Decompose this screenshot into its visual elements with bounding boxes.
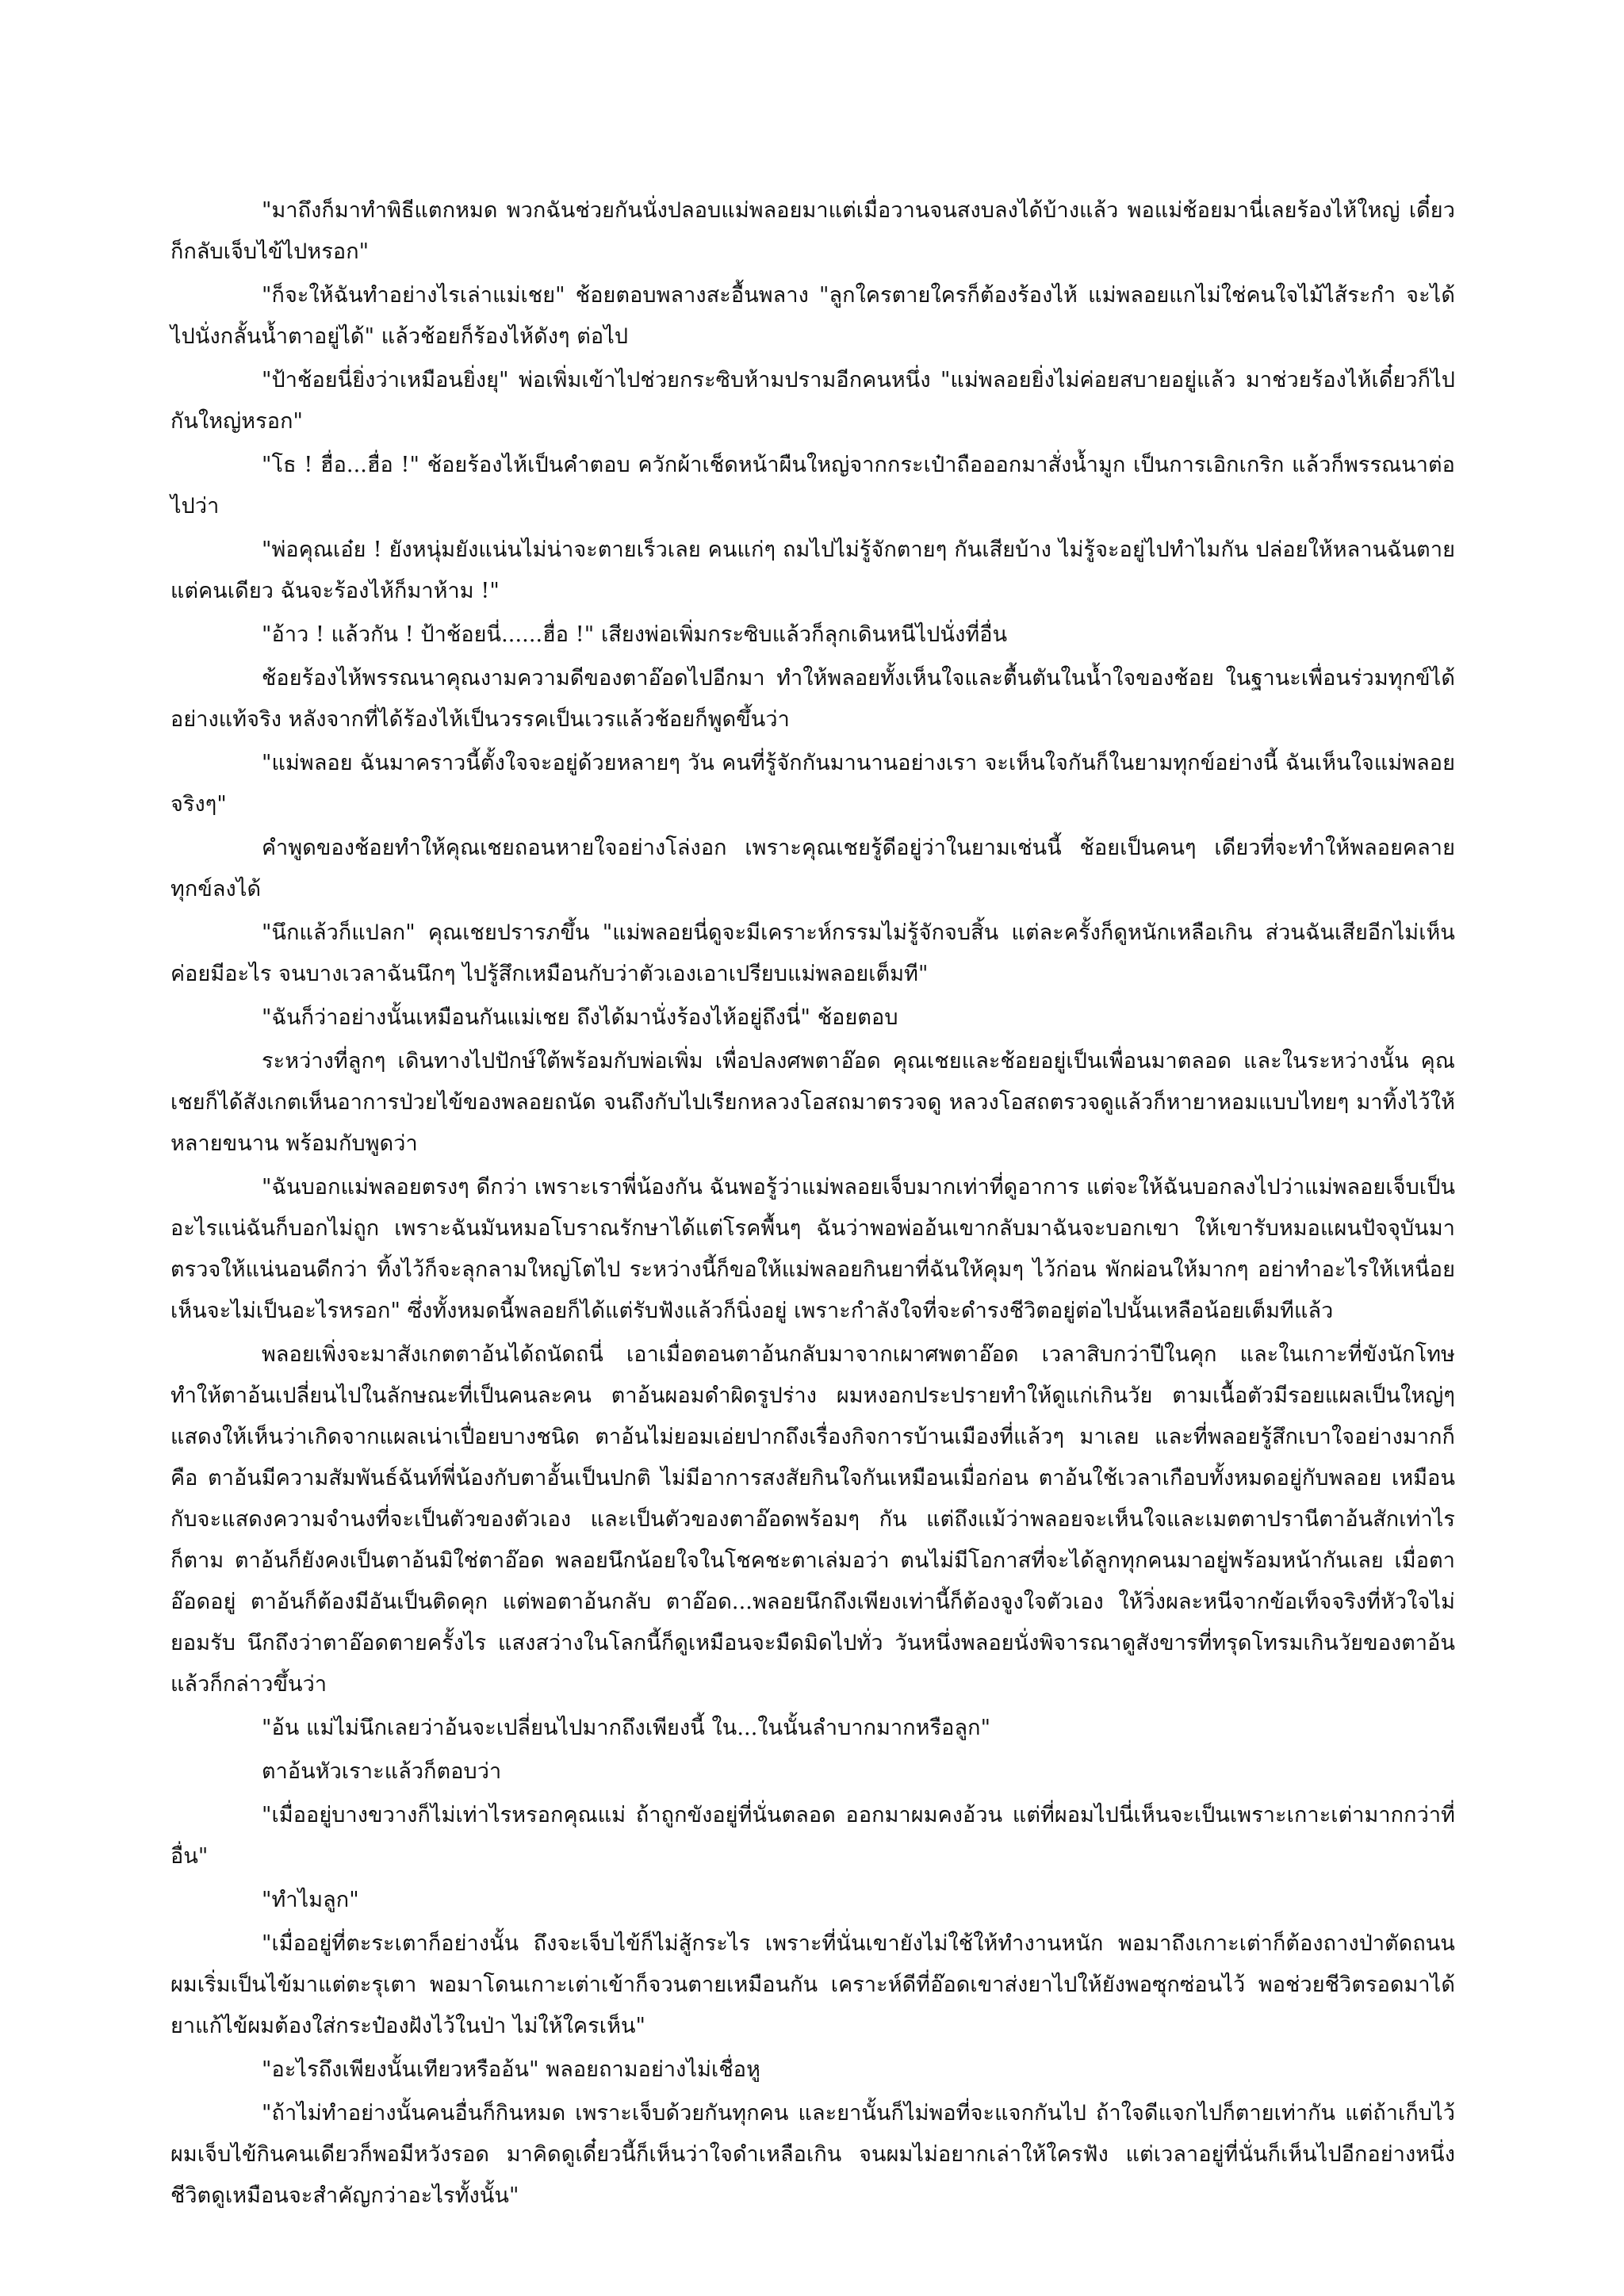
- paragraph-8: "แม่พลอย ฉันมาคราวนี้ตั้งใจจะอยู่ด้วยหลายๆ วัน คนที่รู้จักกันมานานอย่างเรา จะเห็นใจกันก็ในยามทุกข์อย่างนี้ ฉันเห็นใจแม่พลอยจริงๆ": [170, 751, 1455, 817]
- paragraph-17: "เมื่ออยู่บางขวางก็ไม่เท่าไรหรอกคุณแม่ ถ้าถูกขังอยู่ที่นั่นตลอด ออกมาผมคงอ้วน แต่ที่ผอมไปนี่เห็นจะเป็นเพราะเกาะเต่ามากกว่าที่อื่น": [170, 1803, 1455, 1869]
- paragraph-3: "ป้าช้อยนี่ยิ่งว่าเหมือนยิ่งยุ" พ่อเพิ่มเข้าไปช่วยกระซิบห้ามปรามอีกคนหนึ่ง "แม่พลอยยิ่งไม่ค่อยสบายอยู่แล้ว มาช่วยร้องไห้เดี๋ยวก็ไปกันใหญ่หรอก": [170, 368, 1455, 434]
- paragraph-15: "อ้น แม่ไม่นึกเลยว่าอ้นจะเปลี่ยนไปมากถึงเพียงนี้ ใน...ในนั้นลำบากมากหรือลูก": [262, 1716, 991, 1740]
- paragraph-12: ระหว่างที่ลูกๆ เดินทางไปปักษ์ใต้พร้อมกับพ่อเพิ่ม เพื่อปลงศพตาอ๊อด คุณเชยและช้อยอยู่เป็นเพื่อนมาตลอด และในระหว่างนั้น คุณเชยก็ได้สังเกตเห็นอาการป่วยไข้ของพลอยถนัด จนถึงกับไปเรียกหลวงโอสถมาตรวจดู หลวงโอสถตรวจดูแล้วก็หายาหอมแบบไทยๆ มาทิ้งไว้ให้หลายขนาน พร้อมกับพูดว่า: [170, 1049, 1455, 1156]
- paragraph-14: พลอยเพิ่งจะมาสังเกตตาอ้นได้ถนัดถนี่ เอาเมื่อตอนตาอ้นกลับมาจากเผาศพตาอ๊อด เวลาสิบกว่าปีในคุก และในเกาะที่ขังนักโทษ ทำให้ตาอ้นเปลี่ยนไปในลักษณะที่เป็นคนละคน ตาอ้นผอมดำผิดรูปร่าง ผมหงอกประปรายทำให้ดูแก่เกินวัย ตามเนื้อตัวมีรอยแผลเป็นใหญ่ๆ แสดงให้เห็นว่าเกิดจากแผลเน่าเปื่อยบางชนิด ตาอ้นไม่ยอมเอ่ยปากถึงเรื่องกิจการบ้านเมืองที่แล้วๆ มาเลย และที่พลอยรู้สึกเบาใจอย่างมากก็คือ ตาอ้นมีความสัมพันธ์ฉันท์พี่น้องกับตาอั้นเป็นปกติ ไม่มีอาการสงสัยกินใจกันเหมือนเมื่อก่อน ตาอ้นใช้เวลาเกือบทั้งหมดอยู่กับพลอย เหมือนกับจะแสดงความจำนงที่จะเป็นตัวของตัวเอง และเป็นตัวของตาอ๊อดพร้อมๆ กัน แต่ถึงแม้ว่าพลอยจะเห็นใจและเมตตาปรานีตาอ้นสักเท่าไรก็ตาม ตาอ้นก็ยังคงเป็นตาอ้นมิใช่ตาอ๊อด พลอยนึกน้อยใจในโชคชะตาเล่มอว่า ตนไม่มีโอกาสที่จะได้ลูกทุกคนมาอยู่พร้อมหน้ากันเลย เมื่อตาอ๊อดอยู่ ตาอ้นก็ต้องมีอันเป็นติดคุก แต่พอตาอ้นกลับ ตาอ๊อด...พลอยนึกถึงเพียงเท่านี้ก็ต้องจูงใจตัวเอง ให้วิ่งผละหนีจากข้อเท็จจริงที่หัวใจไม่ยอมรับ นึกถึงว่าตาอ๊อดตายครั้งไร แสงสว่างในโลกนี้ก็ดูเหมือนจะมืดมิดไปทั่ว วันหนึ่งพลอยนั่งพิจารณาดูสังขารที่ทรุดโทรมเกินวัยของตาอ้นแล้วก็กล่าวขึ้นว่า: [170, 1342, 1455, 1697]
- paragraph-20: "อะไรถึงเพียงนั้นเทียวหรืออ้น" พลอยถามอย่างไม่เชื่อหู: [262, 2057, 761, 2082]
- paragraph-6: "อ้าว ! แล้วกัน ! ป้าช้อยนี่......ฮื่อ !" เสียงพ่อเพิ่มกระซิบแล้วก็ลุกเดินหนีไปนั่งที่อื่น: [262, 622, 1008, 647]
- paragraph-13: "ฉันบอกแม่พลอยตรงๆ ดีกว่า เพราะเราพี่น้องกัน ฉันพอรู้ว่าแม่พลอยเจ็บมากเท่าที่ดูอาการ แต่จะให้ฉันบอกลงไปว่าแม่พลอยเจ็บเป็นอะไรแน่ฉันก็บอกไม่ถูก เพราะฉันมันหมอโบราณรักษาได้แต่โรคพื้นๆ ฉันว่าพอพ่ออ้นเขากลับมาฉันจะบอกเขา ให้เขารับหมอแผนปัจจุบันมาตรวจให้แน่นอนดีกว่า ทิ้งไว้ก็จะลุกลามใหญ่โตไป ระหว่างนี้ก็ขอให้แม่พลอยกินยาที่ฉันให้คุมๆ ไว้ก่อน พักผ่อนให้มากๆ อย่าทำอะไรให้เหนื่อย เห็นจะไม่เป็นอะไรหรอก" ซึ่งทั้งหมดนี้พลอยก็ได้แต่รับฟังแล้วก็นิ่งอยู่ เพราะกำลังใจที่จะดำรงชีวิตอยู่ต่อไปนั้นเหลือน้อยเต็มทีแล้ว: [170, 1175, 1455, 1323]
- paragraph-16: ตาอ้นหัวเราะแล้วก็ตอบว่า: [262, 1759, 502, 1784]
- paragraph-2: "ก็จะให้ฉันทำอย่างไรเล่าแม่เชย" ช้อยตอบพลางสะอื้นพลาง "ลูกใครตายใครก็ต้องร้องไห้ แม่พลอยแกไม่ใช่คนใจไม้ไส้ระกำ จะได้ไปนั่งกลั้นน้ำตาอยู่ได้" แล้วช้อยก็ร้องไห้ดังๆ ต่อไป: [170, 283, 1455, 349]
- paragraph-18: "ทำไมลูก": [262, 1888, 359, 1912]
- paragraph-11: "ฉันก็ว่าอย่างนั้นเหมือนกันแม่เชย ถึงได้มานั่งร้องไห้อยู่ถึงนี่" ช้อยตอบ: [262, 1005, 898, 1030]
- paragraph-10: "นึกแล้วก็แปลก" คุณเชยปรารภขึ้น "แม่พลอยนี่ดูจะมีเคราะห์กรรมไม่รู้จักจบสิ้น แต่ละครั้งก็ดูหนักเหลือเกิน ส่วนฉันเสียอีกไม่เห็นค่อยมีอะไร จนบางเวลาฉันนึกๆ ไปรู้สึกเหมือนกับว่าตัวเองเอาเปรียบแม่พลอยเต็มที": [170, 920, 1455, 986]
- paragraph-19: "เมื่ออยู่ที่ตะระเตาก็อย่างนั้น ถึงจะเจ็บไข้ก็ไม่สู้กระไร เพราะที่นั่นเขายังไม่ใช้ให้ทำงานหนัก พอมาถึงเกาะเต่าก็ต้องถางป่าตัดถนน ผมเริ่มเป็นไข้มาแต่ตะรุเตา พอมาโดนเกาะเต่าเข้าก็จวนตายเหมือนกัน เคราะห์ดีที่อ๊อดเขาส่งยาไปให้ยังพอซุกซ่อนไว้ พอช่วยชีวิตรอดมาได้ ยาแก้ไข้ผมต้องใส่กระป๋องฝังไว้ในป่า ไม่ให้ใครเห็น": [170, 1931, 1455, 2038]
- paragraph-1: "มาถึงก็มาทำพิธีแตกหมด พวกฉันช่วยกันนั่งปลอบแม่พลอยมาแต่เมื่อวานจนสงบลงได้บ้างแล้ว พอแม่ช้อยมานี่เลยร้องไห้ใหญ่ เดี๋ยวก็กลับเจ็บไข้ไปหรอก": [170, 198, 1455, 264]
- paragraph-7: ช้อยร้องไห้พรรณนาคุณงามความดีของตาอ๊อดไปอีกมา ทำให้พลอยทั้งเห็นใจและตื้นตันในน้ำใจของช้อย ในฐานะเพื่อนร่วมทุกข์ได้อย่างแท้จริง หลังจากที่ได้ร้องไห้เป็นวรรคเป็นเวรแล้วช้อยก็พูดขึ้นว่า: [170, 666, 1455, 732]
- paragraph-4: "โธ ! ฮื่อ...ฮื่อ !" ช้อยร้องไห้เป็นคำตอบ ควักผ้าเช็ดหน้าผืนใหญ่จากกระเป๋าถือออกมาสั่งน้ำมูก เป็นการเอิกเกริก แล้วก็พรรณนาต่อไปว่า: [170, 453, 1455, 519]
- paragraph-5: "พ่อคุณเอ๋ย ! ยังหนุ่มยังแน่นไม่น่าจะตายเร็วเลย คนแก่ๆ ถมไปไม่รู้จักตายๆ กันเสียบ้าง ไม่รู้จะอยู่ไปทำไมกัน ปล่อยให้หลานฉันตายแต่คนเดียว ฉันจะร้องไห้ก็มาห้าม !": [170, 538, 1455, 603]
- document-body: [170, 190, 1455, 2219]
- paragraph-21: "ถ้าไม่ทำอย่างนั้นคนอื่นก็กินหมด เพราะเจ็บด้วยกันทุกคน และยานั้นก็ไม่พอที่จะแจกกันไป ถ้าใจดีแจกไปก็ตายเท่ากัน แต่ถ้าเก็บไว้ผมเจ็บไข้กินคนเดียวก็พอมีหวังรอด มาคิดดูเดี๋ยวนี้ก็เห็นว่าใจดำเหลือเกิน จนผมไม่อยากเล่าให้ใครฟัง แต่เวลาอยู่ที่นั่นก็เห็นไปอีกอย่างหนึ่ง ชีวิตดูเหมือนจะสำคัญกว่าอะไรทั้งนั้น": [170, 2101, 1455, 2208]
- paragraph-9: คำพูดของช้อยทำให้คุณเชยถอนหายใจอย่างโล่งอก เพราะคุณเชยรู้ดีอยู่ว่าในยามเช่นนี้ ช้อยเป็นคนๆ เดียวที่จะทำให้พลอยคลายทุกข์ลงได้: [170, 836, 1455, 901]
